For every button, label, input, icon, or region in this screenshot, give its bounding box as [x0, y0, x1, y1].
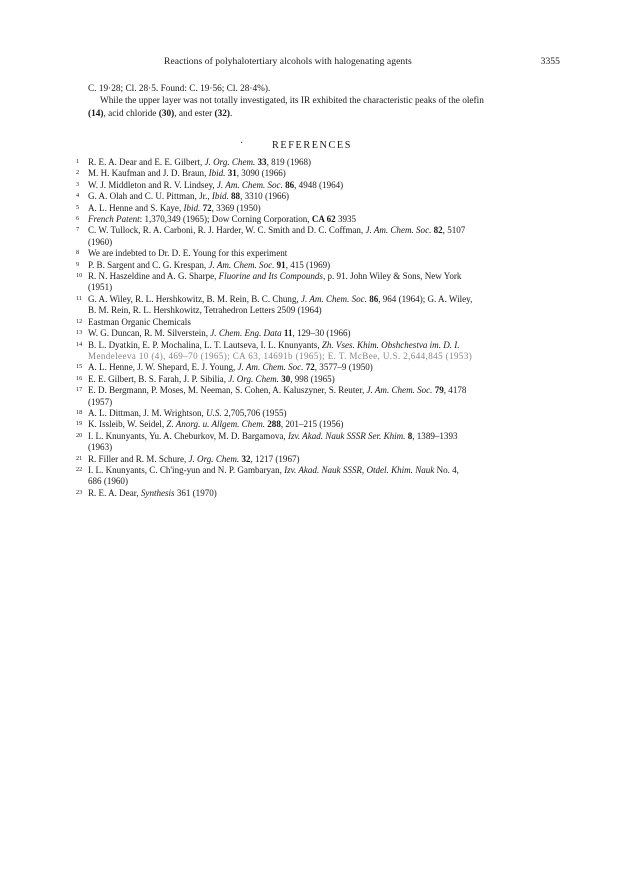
reference-source: J. Chem. Eng. Data — [210, 328, 282, 339]
paragraph-upper-layer — [88, 95, 566, 107]
reference-number: 11 — [76, 294, 82, 302]
paragraph-text: . — [230, 108, 233, 119]
reference-item — [76, 191, 566, 202]
reference-fragment: , 3369 (1950) — [211, 202, 261, 213]
reference-number: 12 — [76, 317, 83, 325]
reference-fragment: G. A. Wiley, R. L. Hershkowitz, B. M. Rein, B. C. Chung, — [88, 293, 301, 304]
reference-text — [88, 408, 566, 419]
reference-text — [88, 454, 566, 465]
paragraph-text: , acid chloride — [103, 108, 159, 119]
reference-number: 6 — [76, 215, 80, 223]
analysis-line: C. 19·28; Cl. 28·5. Found: C. 19·56; Cl. 28·4%). — [88, 84, 271, 94]
reference-number: 10 — [76, 272, 83, 280]
reference-item — [76, 328, 566, 339]
reference-source: Ibid. — [211, 191, 229, 202]
reference-item — [76, 408, 566, 419]
reference-continuation: (1957) — [88, 396, 113, 407]
reference-volume: 86 — [369, 293, 379, 304]
reference-fragment: 3935 — [335, 214, 357, 225]
reference-fragment: , p. 91. John Wiley & Sons, New York — [322, 271, 462, 282]
reference-volume: 72 — [202, 202, 212, 213]
paragraph-text: , and ester — [174, 108, 215, 119]
reference-text — [88, 203, 566, 214]
reference-fragment: R. Filler and R. M. Schure, — [88, 453, 189, 464]
running-title: Reactions of polyhalotertiary alcohols with halogenating agents — [164, 56, 412, 67]
reference-item — [76, 317, 566, 328]
reference-fragment: , 964 (1964); G. A. Wiley, — [378, 293, 473, 304]
compound-ref: (30) — [158, 108, 175, 119]
reference-item — [76, 362, 566, 373]
reference-source: J. Am. Chem. Soc. — [365, 225, 432, 236]
reference-text — [88, 225, 566, 236]
reference-number: 18 — [76, 408, 83, 416]
reference-item — [76, 271, 566, 294]
reference-volume: 30 — [281, 373, 291, 384]
reference-text — [88, 328, 566, 339]
reference-item — [76, 340, 566, 363]
reference-text — [88, 157, 566, 168]
reference-item — [76, 157, 566, 168]
reference-fragment: B. L. Dyatkin, E. P. Mochalina, L. T. Lautseva, I. L. Knunyants, — [88, 339, 322, 350]
reference-volume: 8 — [407, 430, 413, 441]
reference-volume: 82 — [433, 225, 443, 236]
reference-source: Ibid. — [183, 202, 201, 213]
reference-continuation: 686 (1960) — [88, 476, 128, 487]
reference-text — [88, 180, 566, 191]
reference-fragment: R. E. A. Dear, — [88, 487, 141, 498]
reference-fragment: R. N. Haszeldine and A. G. Sharpe, — [88, 271, 219, 282]
reference-fragment: R. E. A. Dear and E. E. Gilbert, — [88, 157, 205, 167]
reference-fragment: , 3310 (1966) — [240, 191, 290, 202]
reference-fragment: We are indebted to Dr. D. E. Young for this experiment — [88, 248, 288, 259]
reference-item — [76, 225, 566, 248]
reference-fragment: , 129–30 (1966) — [292, 328, 351, 339]
reference-number: 16 — [76, 374, 83, 382]
reference-item — [76, 488, 566, 499]
reference-fragment: A. L. Henne, J. W. Shepard, E. J. Young, — [88, 362, 238, 373]
reference-fragment: , 415 (1969) — [285, 259, 331, 270]
reference-fragment: , 4948 (1964) — [294, 179, 344, 190]
references-list — [76, 157, 566, 499]
reference-source: J. Org. Chem. — [204, 157, 256, 167]
reference-number: 14 — [76, 340, 83, 348]
reference-text — [88, 362, 566, 373]
reference-number: 4 — [76, 192, 80, 200]
reference-number: 15 — [76, 363, 83, 371]
reference-volume: 91 — [276, 259, 286, 270]
reference-text — [88, 294, 566, 305]
references-heading: REFERENCES — [272, 140, 352, 151]
reference-text — [88, 419, 566, 430]
reference-source: Synthesis — [140, 487, 175, 498]
reference-fragment: A. L. Dittman, J. M. Wrightson, — [88, 407, 207, 418]
reference-number: 17 — [76, 386, 83, 394]
paragraph-text: While the upper layer was not totally investigated, its IR exhibited the characteristic peaks of the olefin — [100, 96, 484, 107]
reference-fragment: , 819 (1968) — [266, 157, 312, 167]
reference-number: 8 — [76, 249, 80, 257]
reference-source: J. Am. Chem. Soc. — [366, 385, 433, 396]
reference-item — [76, 374, 566, 385]
reference-continuation: (1960) — [88, 236, 113, 247]
reference-continuation: B. M. Rein, R. L. Hershkowitz, Tetrahedron Letters 2509 (1964) — [88, 305, 322, 316]
reference-fragment: C. W. Tullock, R. A. Carboni, R. J. Harder, W. C. Smith and D. C. Coffman, — [88, 225, 366, 236]
reference-number: 7 — [76, 226, 80, 234]
reference-text — [88, 317, 566, 328]
reference-source: Izv. Akad. Nauk SSSR Ser. Khim. — [287, 430, 406, 441]
reference-volume: 72 — [305, 362, 315, 373]
reference-source: Fluorine and Its Compounds — [218, 271, 323, 282]
reference-text — [88, 465, 566, 476]
reference-fragment: M. H. Kaufman and J. D. Braun, — [88, 168, 209, 179]
reference-source: Ibid. — [208, 168, 226, 179]
reference-text — [88, 431, 566, 442]
reference-continuation: Mendeleeva 10 (4), 469–70 (1965); CA 63, 14691b (1965); E. T. McBee, U.S. 2,644,845 (1953) — [88, 350, 473, 361]
reference-item — [76, 180, 566, 191]
reference-source: J. Org. Chem. — [188, 453, 240, 464]
reference-source: Izv. Akad. Nauk SSSR, Otdel. Khim. Nauk — [284, 464, 435, 475]
reference-fragment: , 201–215 (1956) — [280, 419, 344, 430]
reference-fragment: A. L. Henne and S. Kaye, — [88, 202, 184, 213]
reference-fragment: No. 4, — [434, 464, 459, 475]
reference-text — [88, 214, 566, 225]
reference-fragment: K. Issleib, W. Seidel, — [88, 419, 167, 430]
reference-number: 19 — [76, 420, 83, 428]
reference-continuation: (1963) — [88, 442, 113, 453]
reference-source: J. Am. Chem. Soc. — [237, 362, 304, 373]
reference-fragment: W. J. Middleton and R. V. Lindsey, — [88, 179, 217, 190]
reference-fragment: G. A. Olah and C. U. Pittman, Jr., — [88, 191, 212, 202]
reference-number: 22 — [76, 465, 83, 473]
reference-item — [76, 385, 566, 408]
reference-text — [88, 168, 566, 179]
reference-item — [76, 214, 566, 225]
reference-number: 2 — [76, 169, 80, 177]
reference-text — [88, 191, 566, 202]
reference-number: 21 — [76, 454, 83, 462]
reference-item — [76, 248, 566, 259]
reference-fragment: , 3577–9 (1950) — [314, 362, 373, 373]
reference-fragment: , 4178 — [443, 385, 467, 396]
reference-number: 3 — [76, 180, 80, 188]
reference-fragment: , 1389–1393 — [412, 430, 458, 441]
reference-continuation: (1951) — [88, 282, 113, 293]
reference-fragment: , 3090 (1966) — [236, 168, 286, 179]
reference-fragment: , 998 (1965) — [290, 373, 335, 384]
stray-mark: · — [240, 138, 244, 149]
reference-fragment: I. L. Knunyants, C. Ch'ing-yun and N. P. Gambaryan, — [88, 464, 285, 475]
reference-volume: 88 — [231, 191, 241, 202]
reference-number: 1 — [76, 158, 80, 165]
reference-text — [88, 385, 566, 396]
reference-item — [76, 294, 566, 317]
reference-text — [88, 260, 566, 271]
body-text — [88, 83, 566, 120]
reference-text — [88, 248, 566, 259]
reference-number: 23 — [76, 488, 83, 496]
reference-source: Zh. Vses. Khim. Obshchestva im. D. I. — [321, 339, 460, 350]
reference-source: J. Org. Chem. — [228, 373, 279, 384]
reference-text — [88, 374, 566, 385]
reference-fragment: Eastman Organic Chemicals — [88, 316, 191, 327]
reference-source: J. Am. Chem. Soc. — [208, 259, 275, 270]
reference-item — [76, 168, 566, 179]
reference-volume: 33 — [257, 157, 267, 167]
reference-fragment: E. E. Gilbert, B. S. Farah, J. P. Sibilia, — [88, 373, 229, 384]
reference-fragment: I. L. Knunyants, Yu. A. Cheburkov, M. D. Bargamova, — [88, 430, 288, 441]
reference-fragment: P. B. Sargent and C. G. Krespan, — [88, 259, 209, 270]
reference-volume: CA 62 — [311, 214, 336, 225]
reference-fragment: , 5107 — [442, 225, 466, 236]
reference-number: 5 — [76, 203, 80, 211]
paragraph-upper-layer-cont — [88, 108, 566, 120]
reference-item — [76, 431, 566, 454]
reference-volume: 11 — [283, 328, 293, 339]
reference-source: J. Am. Chem. Soc. — [301, 293, 367, 304]
reference-volume: 31 — [227, 168, 237, 179]
reference-item — [76, 465, 566, 488]
reference-number: 9 — [76, 260, 80, 268]
reference-volume: 79 — [434, 385, 444, 396]
reference-fragment: , 1217 (1967) — [250, 453, 300, 464]
reference-fragment: : 1,370,349 (1965); Dow Corning Corporation, — [139, 214, 312, 225]
reference-fragment: E. D. Bergmann, P. Moses, M. Neeman, S. Cohen, A. Kaluszyner, S. Reuter, — [88, 385, 367, 396]
compound-ref: (32) — [214, 108, 231, 119]
reference-number: 13 — [76, 329, 83, 337]
reference-source: U.S. — [206, 407, 222, 418]
reference-item — [76, 260, 566, 271]
reference-volume: 32 — [241, 453, 251, 464]
reference-volume: 86 — [285, 179, 295, 190]
reference-source: J. Am. Chem. Soc. — [216, 179, 283, 190]
reference-item — [76, 419, 566, 430]
reference-source: French Patent — [88, 214, 140, 225]
reference-text — [88, 488, 566, 499]
reference-text — [88, 271, 566, 282]
reference-item — [76, 203, 566, 214]
reference-item — [76, 454, 566, 465]
page-number: 3355 — [540, 56, 560, 67]
reference-source: Z. Anorg. u. Allgem. Chem. — [166, 419, 266, 430]
reference-fragment: W. G. Duncan, R. M. Silverstein, — [88, 328, 211, 339]
reference-text — [88, 340, 566, 351]
reference-number: 20 — [76, 431, 83, 439]
compound-ref: (14) — [88, 108, 104, 119]
reference-volume: 288 — [267, 419, 281, 430]
reference-fragment: 361 (1970) — [174, 487, 217, 498]
reference-fragment: 2,705,706 (1955) — [221, 407, 287, 418]
